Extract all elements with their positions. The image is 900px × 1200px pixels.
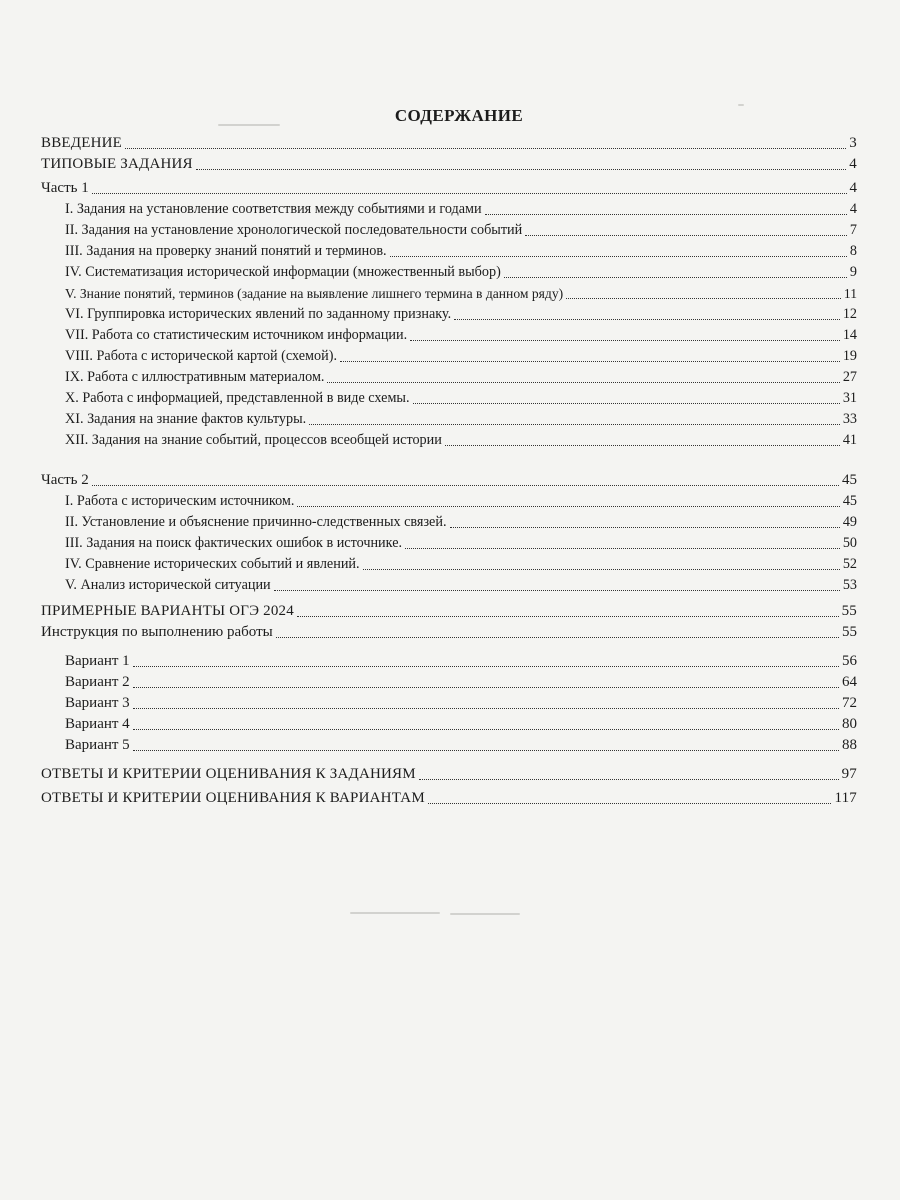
toc-entry-part1-item[interactable] bbox=[65, 259, 857, 281]
toc-entry-label: I. Задания на установление соответствия между событиями и годами bbox=[65, 201, 482, 217]
dot-leader bbox=[445, 445, 840, 446]
dot-leader bbox=[92, 193, 847, 194]
toc-page-number: 97 bbox=[841, 766, 857, 782]
toc-page-number: 56 bbox=[842, 653, 857, 669]
toc-entry-part1-item[interactable] bbox=[65, 280, 857, 302]
toc-entry-label: V. Анализ исторической ситуации bbox=[65, 577, 271, 593]
toc-entry-answers-variants[interactable] bbox=[41, 785, 857, 807]
toc-entry-label: V. Знание понятий, терминов (задание на выявление лишнего термина в данном ряду) bbox=[65, 286, 564, 301]
toc-entry-label: XII. Задания на знание событий, процессов всеобщей истории bbox=[65, 432, 442, 448]
dot-leader bbox=[196, 169, 847, 170]
dot-leader bbox=[133, 729, 839, 730]
toc-entry-variant[interactable] bbox=[65, 690, 857, 712]
toc-entry-label: IX. Работа с иллюстративным материалом. bbox=[65, 369, 325, 385]
toc-page-number: 12 bbox=[842, 306, 857, 322]
dot-leader bbox=[419, 779, 839, 780]
toc-page-number: 19 bbox=[842, 348, 857, 364]
toc-entry-label: IV. Систематизация исторической информации (множественный выбор) bbox=[65, 264, 501, 280]
toc-entry-part1-item[interactable] bbox=[65, 238, 857, 260]
toc-entry-label: II. Задания на установление хронологической последовательности событий bbox=[65, 222, 523, 238]
dot-leader bbox=[297, 506, 839, 507]
toc-entry-part1-item[interactable] bbox=[65, 385, 857, 407]
toc-entry-part1-item[interactable] bbox=[65, 322, 857, 344]
dot-leader bbox=[133, 687, 839, 688]
toc-page-number: 4 bbox=[849, 156, 857, 172]
toc-page-number: 31 bbox=[842, 390, 857, 406]
toc-entry-part1-item[interactable] bbox=[65, 406, 857, 428]
dot-leader bbox=[410, 340, 840, 341]
toc-page-number: 64 bbox=[842, 674, 857, 690]
toc-page-number: 117 bbox=[834, 790, 857, 806]
toc-entry-typical-tasks[interactable] bbox=[41, 151, 857, 173]
dot-leader bbox=[525, 235, 847, 236]
toc-page-number: 88 bbox=[842, 737, 857, 753]
toc-page-number: 72 bbox=[842, 695, 857, 711]
toc-entry-label: XI. Задания на знание фактов культуры. bbox=[65, 411, 307, 427]
dot-leader bbox=[340, 361, 840, 362]
toc-entry-label: ТИПОВЫЕ ЗАДАНИЯ bbox=[41, 156, 193, 172]
dot-leader bbox=[133, 708, 839, 709]
dot-leader bbox=[133, 666, 839, 667]
toc-entry-label: ОТВЕТЫ И КРИТЕРИИ ОЦЕНИВАНИЯ К ВАРИАНТАМ bbox=[41, 790, 425, 806]
dot-leader bbox=[390, 256, 847, 257]
toc-page-number: 55 bbox=[841, 603, 857, 619]
toc-page-number: 45 bbox=[842, 472, 857, 488]
toc-page-number: 3 bbox=[849, 135, 857, 151]
toc-page-number: 80 bbox=[842, 716, 857, 732]
toc-page-number: 14 bbox=[842, 327, 857, 343]
toc-entry-examples[interactable] bbox=[41, 598, 857, 620]
toc-entry-label: Вариант 1 bbox=[65, 653, 130, 669]
dot-leader bbox=[274, 590, 840, 591]
toc-entry-label: X. Работа с информацией, представленной в виде схемы. bbox=[65, 390, 410, 406]
toc-entry-part1-item[interactable] bbox=[65, 364, 857, 386]
toc-page-number: 50 bbox=[842, 535, 857, 551]
scan-mark bbox=[450, 913, 520, 915]
toc-page-number: 41 bbox=[842, 432, 857, 448]
toc-title: СОДЕРЖАНИЕ bbox=[394, 106, 524, 125]
dot-leader bbox=[504, 277, 847, 278]
toc-entry-label: VI. Группировка исторических явлений по заданному признаку. bbox=[65, 306, 452, 322]
dot-leader bbox=[454, 319, 840, 320]
dot-leader bbox=[276, 637, 839, 638]
toc-entry-label: ПРИМЕРНЫЕ ВАРИАНТЫ ОГЭ 2024 bbox=[41, 603, 294, 619]
toc-entry-part2-item[interactable] bbox=[65, 509, 857, 531]
toc-entry-variant[interactable] bbox=[65, 669, 857, 691]
dot-leader bbox=[125, 148, 846, 149]
dot-leader bbox=[297, 616, 839, 617]
toc-entry-label: III. Задания на проверку знаний понятий и терминов. bbox=[65, 243, 387, 259]
toc-entry-part2-item[interactable] bbox=[65, 488, 857, 510]
toc-entry-part1-item[interactable] bbox=[65, 427, 857, 449]
toc-entry-part1-item[interactable] bbox=[65, 217, 857, 239]
toc-page-number: 4 bbox=[849, 180, 857, 196]
toc-page-number: 53 bbox=[842, 577, 857, 593]
toc-page-number: 8 bbox=[849, 243, 857, 259]
scan-mark bbox=[350, 912, 440, 914]
dot-leader bbox=[485, 214, 847, 215]
toc-entry-instructions[interactable] bbox=[41, 619, 857, 641]
dot-leader bbox=[413, 403, 840, 404]
dot-leader bbox=[405, 548, 840, 549]
toc-page-number: 27 bbox=[842, 369, 857, 385]
toc-entry-label: Вариант 2 bbox=[65, 674, 130, 690]
toc-entry-label: Вариант 3 bbox=[65, 695, 130, 711]
dot-leader bbox=[450, 527, 840, 528]
toc-page-number: 11 bbox=[843, 286, 857, 301]
toc-entry-answers-tasks[interactable] bbox=[41, 761, 857, 783]
dot-leader bbox=[566, 298, 841, 299]
toc-page-number: 9 bbox=[849, 264, 857, 280]
toc-entry-label: ВВЕДЕНИЕ bbox=[41, 135, 122, 151]
toc-entry-part2[interactable] bbox=[41, 467, 857, 489]
toc-entry-label: IV. Сравнение исторических событий и явлений. bbox=[65, 556, 360, 572]
toc-entry-label: Вариант 5 bbox=[65, 737, 130, 753]
dot-leader bbox=[92, 485, 839, 486]
toc-entry-label: III. Задания на поиск фактических ошибок в источнике. bbox=[65, 535, 403, 551]
dot-leader bbox=[309, 424, 840, 425]
toc-entry-variant[interactable] bbox=[65, 732, 857, 754]
toc-entry-label: Вариант 4 bbox=[65, 716, 130, 732]
toc-page-number: 45 bbox=[842, 493, 857, 509]
toc-entry-part2-item[interactable] bbox=[65, 530, 857, 552]
toc-entry-label: ОТВЕТЫ И КРИТЕРИИ ОЦЕНИВАНИЯ К ЗАДАНИЯМ bbox=[41, 766, 416, 782]
toc-page-number: 55 bbox=[842, 624, 857, 640]
toc-entry-label: II. Установление и объяснение причинно-следственных связей. bbox=[65, 514, 447, 530]
toc-entry-part2-item[interactable] bbox=[65, 551, 857, 573]
toc-entry-label: Часть 1 bbox=[41, 180, 89, 196]
toc-entry-part2-item[interactable] bbox=[65, 572, 857, 594]
toc-page-number: 49 bbox=[842, 514, 857, 530]
dot-leader bbox=[327, 382, 839, 383]
toc-entry-label: VIII. Работа с исторической картой (схемой). bbox=[65, 348, 337, 364]
toc-entry-label: VII. Работа со статистическим источником информации. bbox=[65, 327, 408, 343]
dot-leader bbox=[363, 569, 840, 570]
toc-entry-part1-item[interactable] bbox=[65, 301, 857, 323]
toc-entry-label: I. Работа с историческим источником. bbox=[65, 493, 295, 509]
toc-entry-part1-item[interactable] bbox=[65, 343, 857, 365]
dot-leader bbox=[428, 803, 832, 804]
toc-entry-part1[interactable] bbox=[41, 175, 857, 197]
toc-page-number: 4 bbox=[849, 201, 857, 217]
dot-leader bbox=[133, 750, 839, 751]
toc-entry-variant[interactable] bbox=[65, 648, 857, 670]
toc-page-number: 33 bbox=[842, 411, 857, 427]
toc-entry-intro[interactable] bbox=[41, 130, 857, 152]
toc-entry-part1-item[interactable] bbox=[65, 196, 857, 218]
toc-entry-label: Инструкция по выполнению работы bbox=[41, 624, 273, 640]
toc-entry-label: Часть 2 bbox=[41, 472, 89, 488]
toc-entry-variant[interactable] bbox=[65, 711, 857, 733]
toc-page-number: 52 bbox=[842, 556, 857, 572]
toc-page-number: 7 bbox=[849, 222, 857, 238]
